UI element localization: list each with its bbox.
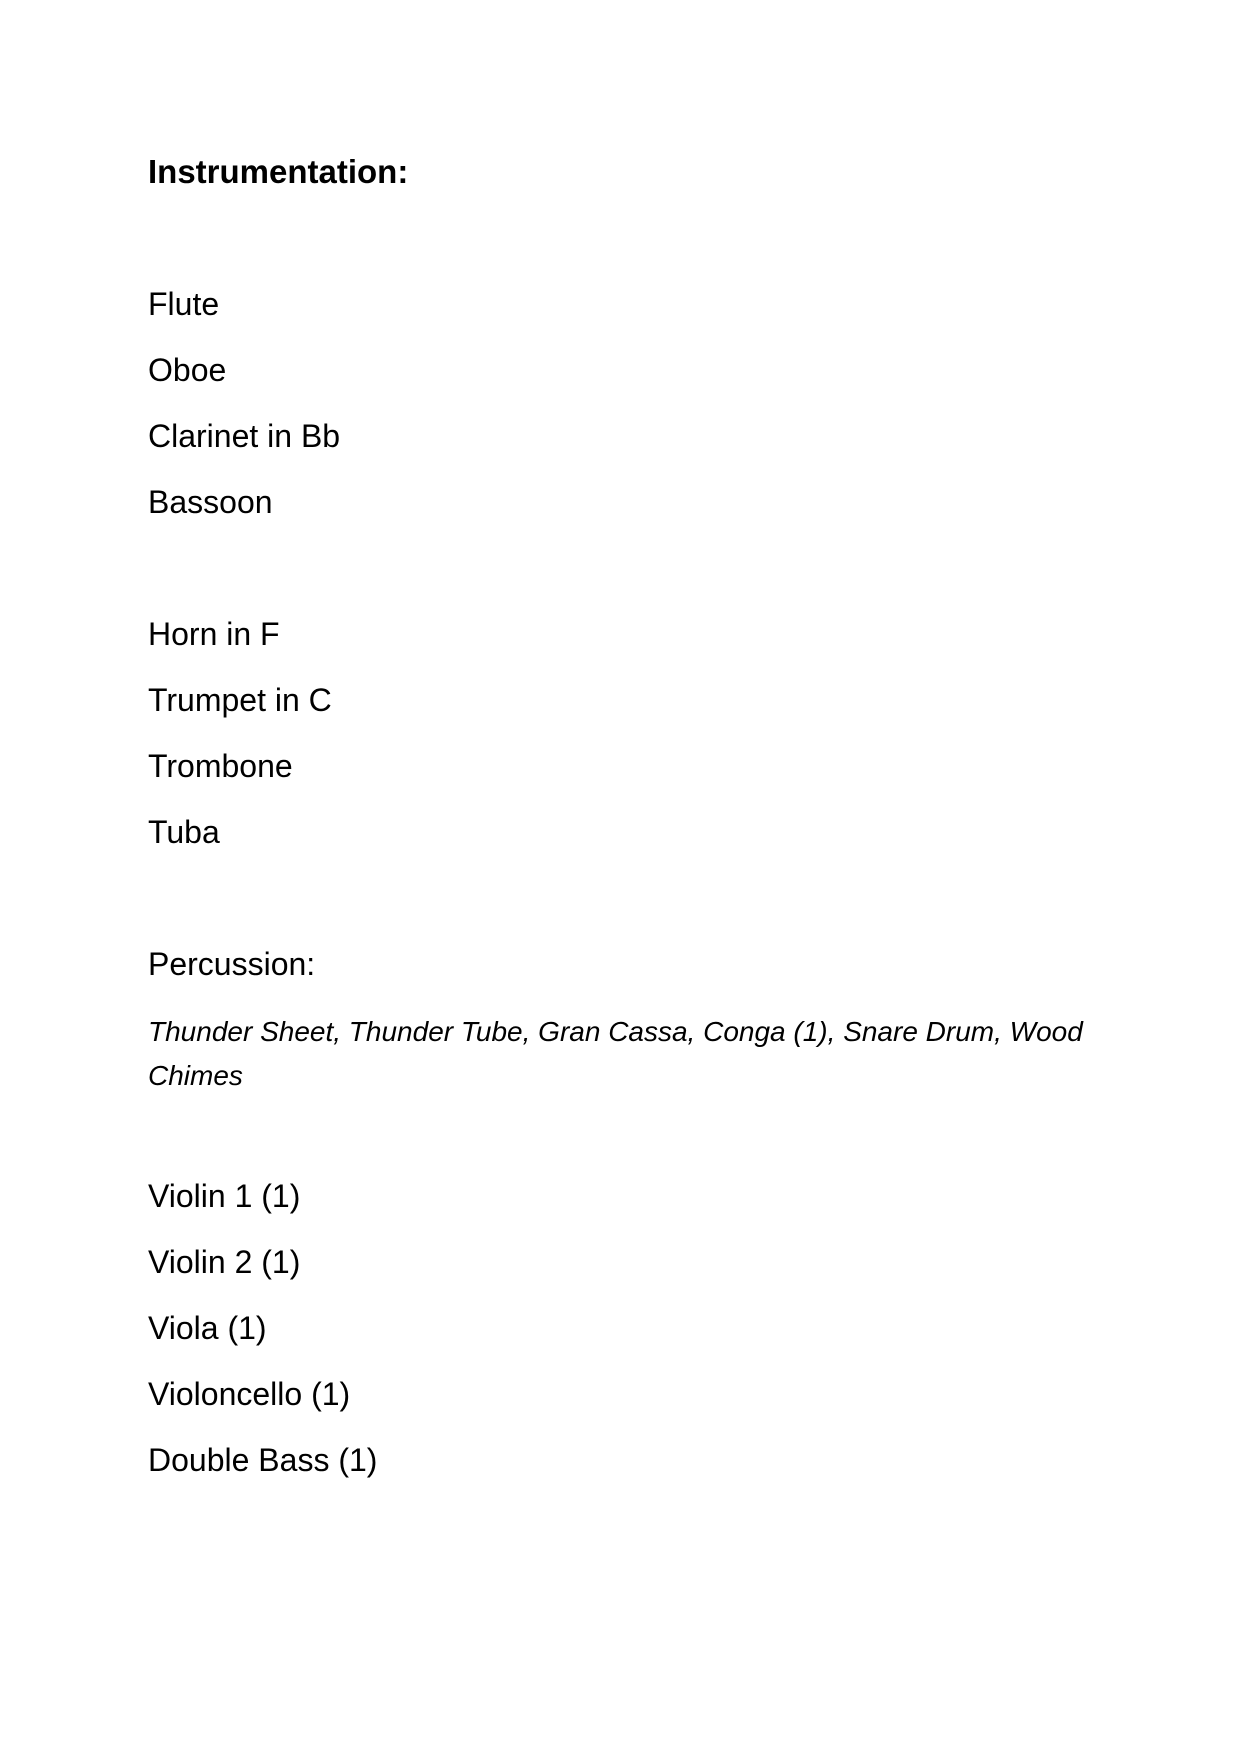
- woodwind-flute: Flute: [148, 286, 220, 322]
- brass-trumpet: Trumpet in C: [148, 682, 332, 718]
- string-violoncello: Violoncello (1): [148, 1376, 351, 1412]
- string-double-bass: Double Bass (1): [148, 1442, 378, 1478]
- string-violin-1: Violin 1 (1): [148, 1178, 301, 1214]
- string-violin-2: Violin 2 (1): [148, 1244, 301, 1280]
- percussion-instruments: Thunder Sheet, Thunder Tube, Gran Cassa, Conga (1), Snare Drum, Wood Chimes: [148, 1016, 1083, 1091]
- instrumentation-heading: Instrumentation:: [148, 153, 409, 190]
- string-viola: Viola (1): [148, 1310, 267, 1346]
- brass-horn: Horn in F: [148, 616, 280, 652]
- woodwind-bassoon: Bassoon: [148, 484, 273, 520]
- woodwind-oboe: Oboe: [148, 352, 227, 388]
- woodwind-clarinet: Clarinet in Bb: [148, 418, 341, 454]
- percussion-label: Percussion:: [148, 946, 316, 982]
- brass-trombone: Trombone: [148, 748, 293, 784]
- brass-tuba: Tuba: [148, 814, 220, 850]
